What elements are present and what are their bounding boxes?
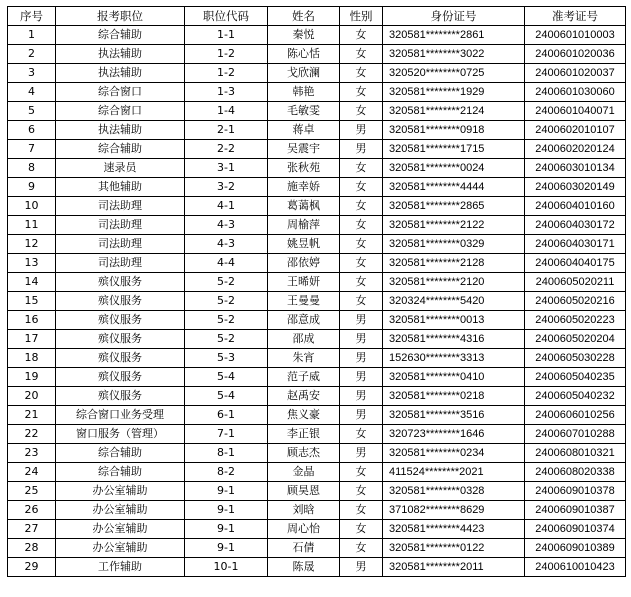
cell-exam-number: 2400608010321	[525, 444, 626, 463]
table-row	[8, 520, 626, 539]
cell-gender: 女	[340, 64, 383, 83]
cell-exam-number: 2400604030171	[525, 235, 626, 254]
cell-exam-number: 2400604040175	[525, 254, 626, 273]
cell-id-number: 320581********1715	[383, 140, 525, 159]
cell-exam-number: 2400601020036	[525, 45, 626, 64]
cell-index: 23	[8, 444, 56, 463]
table-row	[8, 349, 626, 368]
cell-position: 其他辅助	[56, 178, 185, 197]
cell-position-code: 1-3	[185, 83, 268, 102]
results-table	[7, 6, 626, 577]
cell-id-number: 320581********0328	[383, 482, 525, 501]
cell-id-number: 320324********5420	[383, 292, 525, 311]
col-header-position: 报考职位	[56, 7, 185, 26]
cell-id-number: 320581********0918	[383, 121, 525, 140]
table-row	[8, 83, 626, 102]
cell-id-number: 411524********2021	[383, 463, 525, 482]
cell-index: 26	[8, 501, 56, 520]
cell-name: 邵意成	[268, 311, 340, 330]
cell-exam-number: 2400609010389	[525, 539, 626, 558]
cell-position: 综合辅助	[56, 463, 185, 482]
cell-name: 赵禹安	[268, 387, 340, 406]
cell-position-code: 9-1	[185, 539, 268, 558]
cell-position-code: 1-4	[185, 102, 268, 121]
cell-gender: 女	[340, 45, 383, 64]
table-row	[8, 26, 626, 45]
cell-exam-number: 2400603010134	[525, 159, 626, 178]
cell-name: 金晶	[268, 463, 340, 482]
cell-index: 18	[8, 349, 56, 368]
table-row	[8, 444, 626, 463]
cell-position-code: 5-2	[185, 273, 268, 292]
cell-exam-number: 2400605030228	[525, 349, 626, 368]
cell-name: 蒋卓	[268, 121, 340, 140]
cell-position-code: 7-1	[185, 425, 268, 444]
table-row	[8, 216, 626, 235]
cell-index: 22	[8, 425, 56, 444]
cell-name: 戈欣澜	[268, 64, 340, 83]
cell-position: 综合窗口业务受理	[56, 406, 185, 425]
cell-index: 25	[8, 482, 56, 501]
cell-index: 28	[8, 539, 56, 558]
table-row	[8, 330, 626, 349]
cell-name: 周心怡	[268, 520, 340, 539]
cell-exam-number: 2400609010374	[525, 520, 626, 539]
cell-gender: 女	[340, 178, 383, 197]
cell-position: 速录员	[56, 159, 185, 178]
table-row	[8, 501, 626, 520]
cell-position-code: 10-1	[185, 558, 268, 577]
cell-index: 29	[8, 558, 56, 577]
table-row	[8, 425, 626, 444]
cell-id-number: 320581********0013	[383, 311, 525, 330]
cell-index: 11	[8, 216, 56, 235]
cell-id-number: 320581********4423	[383, 520, 525, 539]
cell-exam-number: 2400605040232	[525, 387, 626, 406]
cell-position-code: 3-2	[185, 178, 268, 197]
cell-exam-number: 2400604030172	[525, 216, 626, 235]
col-header-index: 序号	[8, 7, 56, 26]
cell-index: 13	[8, 254, 56, 273]
cell-position: 执法辅助	[56, 64, 185, 83]
cell-position: 司法助理	[56, 197, 185, 216]
col-header-position-code: 职位代码	[185, 7, 268, 26]
table-row	[8, 45, 626, 64]
cell-index: 20	[8, 387, 56, 406]
cell-exam-number: 2400602020124	[525, 140, 626, 159]
cell-position: 窗口服务（管理）	[56, 425, 185, 444]
cell-name: 石倩	[268, 539, 340, 558]
cell-position: 司法助理	[56, 216, 185, 235]
table-row	[8, 178, 626, 197]
cell-gender: 女	[340, 273, 383, 292]
cell-id-number: 371082********8629	[383, 501, 525, 520]
cell-gender: 男	[340, 387, 383, 406]
cell-name: 焦义豪	[268, 406, 340, 425]
cell-position-code: 5-4	[185, 387, 268, 406]
cell-index: 19	[8, 368, 56, 387]
cell-position-code: 2-2	[185, 140, 268, 159]
cell-position-code: 6-1	[185, 406, 268, 425]
cell-position-code: 4-3	[185, 235, 268, 254]
cell-id-number: 320581********2120	[383, 273, 525, 292]
cell-name: 邵依婷	[268, 254, 340, 273]
cell-index: 9	[8, 178, 56, 197]
cell-id-number: 320581********2861	[383, 26, 525, 45]
table-row	[8, 463, 626, 482]
cell-gender: 女	[340, 482, 383, 501]
cell-gender: 男	[340, 330, 383, 349]
cell-exam-number: 2400601030060	[525, 83, 626, 102]
cell-gender: 女	[340, 26, 383, 45]
col-header-name: 姓名	[268, 7, 340, 26]
cell-gender: 男	[340, 121, 383, 140]
cell-index: 10	[8, 197, 56, 216]
cell-gender: 女	[340, 159, 383, 178]
cell-index: 1	[8, 26, 56, 45]
cell-name: 顾志杰	[268, 444, 340, 463]
cell-gender: 女	[340, 216, 383, 235]
cell-position: 殡仪服务	[56, 330, 185, 349]
cell-position-code: 8-1	[185, 444, 268, 463]
cell-index: 12	[8, 235, 56, 254]
cell-id-number: 320581********3022	[383, 45, 525, 64]
cell-position: 综合辅助	[56, 140, 185, 159]
cell-name: 王晞妍	[268, 273, 340, 292]
cell-id-number: 320581********0122	[383, 539, 525, 558]
cell-id-number: 320581********4316	[383, 330, 525, 349]
cell-id-number: 320723********1646	[383, 425, 525, 444]
cell-position-code: 5-2	[185, 330, 268, 349]
cell-id-number: 320581********2865	[383, 197, 525, 216]
cell-name: 陈心恬	[268, 45, 340, 64]
cell-position-code: 5-2	[185, 292, 268, 311]
table-row	[8, 64, 626, 83]
cell-gender: 男	[340, 558, 383, 577]
cell-index: 8	[8, 159, 56, 178]
cell-position: 工作辅助	[56, 558, 185, 577]
cell-index: 5	[8, 102, 56, 121]
cell-gender: 女	[340, 102, 383, 121]
cell-name: 刘晗	[268, 501, 340, 520]
table-row	[8, 406, 626, 425]
cell-index: 14	[8, 273, 56, 292]
cell-position: 办公室辅助	[56, 520, 185, 539]
cell-name: 陈晟	[268, 558, 340, 577]
cell-position: 殡仪服务	[56, 292, 185, 311]
cell-exam-number: 2400605020223	[525, 311, 626, 330]
cell-exam-number: 2400609010387	[525, 501, 626, 520]
cell-exam-number: 2400601010003	[525, 26, 626, 45]
cell-index: 21	[8, 406, 56, 425]
cell-position-code: 5-3	[185, 349, 268, 368]
cell-position-code: 9-1	[185, 482, 268, 501]
cell-position: 殡仪服务	[56, 311, 185, 330]
cell-exam-number: 2400605020204	[525, 330, 626, 349]
cell-id-number: 320581********2124	[383, 102, 525, 121]
cell-exam-number: 2400606010256	[525, 406, 626, 425]
cell-gender: 女	[340, 197, 383, 216]
cell-position-code: 1-2	[185, 64, 268, 83]
cell-gender: 男	[340, 368, 383, 387]
cell-gender: 女	[340, 463, 383, 482]
cell-id-number: 320581********0329	[383, 235, 525, 254]
cell-id-number: 320581********4444	[383, 178, 525, 197]
cell-id-number: 152630********3313	[383, 349, 525, 368]
cell-exam-number: 2400605020216	[525, 292, 626, 311]
cell-position-code: 9-1	[185, 520, 268, 539]
table-row	[8, 235, 626, 254]
cell-name: 韩艳	[268, 83, 340, 102]
cell-gender: 男	[340, 311, 383, 330]
cell-id-number: 320581********2011	[383, 558, 525, 577]
cell-name: 施幸娇	[268, 178, 340, 197]
cell-index: 17	[8, 330, 56, 349]
table-row	[8, 368, 626, 387]
cell-gender: 女	[340, 292, 383, 311]
table-row	[8, 482, 626, 501]
table-row	[8, 102, 626, 121]
cell-exam-number: 2400601020037	[525, 64, 626, 83]
cell-name: 王曼曼	[268, 292, 340, 311]
cell-name: 顾昊恩	[268, 482, 340, 501]
cell-position: 办公室辅助	[56, 501, 185, 520]
cell-position-code: 1-2	[185, 45, 268, 64]
cell-gender: 女	[340, 254, 383, 273]
table-row	[8, 558, 626, 577]
cell-gender: 男	[340, 406, 383, 425]
cell-exam-number: 2400610010423	[525, 558, 626, 577]
cell-position-code: 5-4	[185, 368, 268, 387]
cell-name: 邵成	[268, 330, 340, 349]
cell-exam-number: 2400607010288	[525, 425, 626, 444]
cell-name: 姚昱帆	[268, 235, 340, 254]
cell-name: 朱宵	[268, 349, 340, 368]
cell-gender: 男	[340, 444, 383, 463]
cell-position: 殡仪服务	[56, 387, 185, 406]
cell-name: 李正银	[268, 425, 340, 444]
cell-gender: 女	[340, 425, 383, 444]
cell-id-number: 320581********0024	[383, 159, 525, 178]
cell-index: 4	[8, 83, 56, 102]
col-header-id-number: 身份证号	[383, 7, 525, 26]
cell-index: 15	[8, 292, 56, 311]
cell-gender: 女	[340, 501, 383, 520]
table-row	[8, 387, 626, 406]
col-header-exam-number: 准考证号	[525, 7, 626, 26]
cell-position: 司法助理	[56, 235, 185, 254]
cell-exam-number: 2400602010107	[525, 121, 626, 140]
cell-gender: 男	[340, 349, 383, 368]
table-row	[8, 292, 626, 311]
cell-name: 张秋苑	[268, 159, 340, 178]
table-row	[8, 140, 626, 159]
cell-position-code: 2-1	[185, 121, 268, 140]
table-row	[8, 159, 626, 178]
cell-position: 执法辅助	[56, 45, 185, 64]
cell-exam-number: 2400601040071	[525, 102, 626, 121]
cell-position: 殡仪服务	[56, 273, 185, 292]
header-row	[8, 7, 626, 26]
cell-exam-number: 2400605040235	[525, 368, 626, 387]
cell-exam-number: 2400605020211	[525, 273, 626, 292]
cell-position-code: 4-3	[185, 216, 268, 235]
cell-index: 27	[8, 520, 56, 539]
cell-id-number: 320581********3516	[383, 406, 525, 425]
cell-position: 办公室辅助	[56, 482, 185, 501]
cell-id-number: 320581********2122	[383, 216, 525, 235]
cell-exam-number: 2400603020149	[525, 178, 626, 197]
cell-id-number: 320581********0410	[383, 368, 525, 387]
cell-position: 综合窗口	[56, 102, 185, 121]
cell-id-number: 320520********0725	[383, 64, 525, 83]
cell-gender: 女	[340, 539, 383, 558]
cell-gender: 女	[340, 235, 383, 254]
cell-position: 办公室辅助	[56, 539, 185, 558]
cell-gender: 男	[340, 140, 383, 159]
cell-position-code: 5-2	[185, 311, 268, 330]
cell-gender: 女	[340, 83, 383, 102]
cell-gender: 女	[340, 520, 383, 539]
cell-index: 6	[8, 121, 56, 140]
cell-exam-number: 2400609010378	[525, 482, 626, 501]
cell-id-number: 320581********2128	[383, 254, 525, 273]
cell-index: 2	[8, 45, 56, 64]
cell-id-number: 320581********0234	[383, 444, 525, 463]
cell-name: 周榆萍	[268, 216, 340, 235]
cell-name: 秦悦	[268, 26, 340, 45]
cell-position: 司法助理	[56, 254, 185, 273]
cell-position: 综合窗口	[56, 83, 185, 102]
table-row	[8, 539, 626, 558]
cell-name: 范子威	[268, 368, 340, 387]
cell-name: 吴震宇	[268, 140, 340, 159]
table-row	[8, 311, 626, 330]
cell-index: 3	[8, 64, 56, 83]
col-header-gender: 性别	[340, 7, 383, 26]
cell-index: 7	[8, 140, 56, 159]
cell-name: 葛蔼枫	[268, 197, 340, 216]
cell-position-code: 4-4	[185, 254, 268, 273]
cell-position: 综合辅助	[56, 444, 185, 463]
cell-index: 24	[8, 463, 56, 482]
cell-position: 殡仪服务	[56, 368, 185, 387]
table-row	[8, 121, 626, 140]
table-row	[8, 197, 626, 216]
table-row	[8, 254, 626, 273]
cell-exam-number: 2400604010160	[525, 197, 626, 216]
cell-index: 16	[8, 311, 56, 330]
cell-position-code: 3-1	[185, 159, 268, 178]
cell-exam-number: 2400608020338	[525, 463, 626, 482]
cell-position: 殡仪服务	[56, 349, 185, 368]
cell-position: 综合辅助	[56, 26, 185, 45]
table-row	[8, 273, 626, 292]
cell-position-code: 9-1	[185, 501, 268, 520]
cell-id-number: 320581********0218	[383, 387, 525, 406]
cell-position-code: 4-1	[185, 197, 268, 216]
cell-position-code: 1-1	[185, 26, 268, 45]
cell-position-code: 8-2	[185, 463, 268, 482]
cell-name: 毛敏雯	[268, 102, 340, 121]
cell-id-number: 320581********1929	[383, 83, 525, 102]
cell-position: 执法辅助	[56, 121, 185, 140]
